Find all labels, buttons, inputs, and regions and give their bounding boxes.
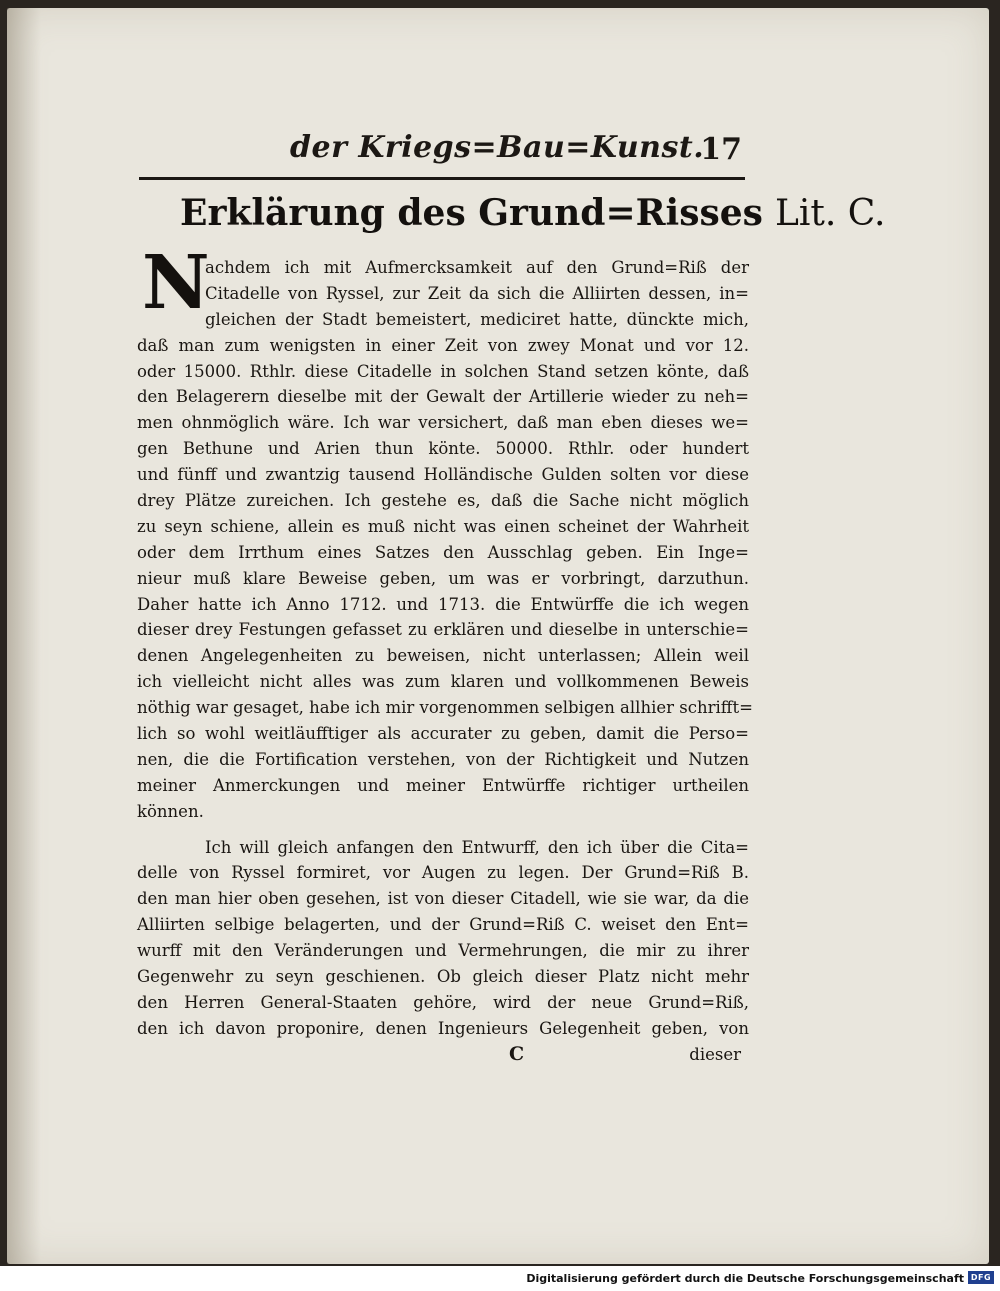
text-line: Citadelle von Ryssel, zur Zeit da sich die Alliirten dessen, in=	[205, 283, 749, 303]
header-rule	[139, 177, 745, 180]
paragraph-gap	[137, 825, 749, 835]
body-text	[137, 255, 753, 1068]
text-line: nöthig war gesaget, habe ich mir vorgenommen selbigen allhier schrifft=	[137, 698, 753, 718]
text-line: ich vielleicht nicht alles was zum klaren und vollkommenen Beweis	[137, 672, 749, 692]
text-line: Ich will gleich anfangen den Entwurff, den ich über die Cita=	[205, 837, 749, 857]
text-line: Alliirten selbige belagerten, und der Grund=Riß C. weiset den Ent=	[137, 915, 749, 935]
text-line: wurff mit den Veränderungen und Vermehrungen, die mir zu ihrer	[137, 941, 749, 961]
text-line: den Belagerern dieselbe mit der Gewalt der Artillerie wieder zu neh=	[137, 387, 749, 407]
text-line: zu seyn schiene, allein es muß nicht was einen scheinet der Wahrheit	[137, 516, 749, 536]
catchword: dieser	[689, 1044, 741, 1064]
text-line: und fünff und zwantzig tausend Holländische Gulden solten vor diese	[137, 465, 749, 485]
heading-text: Erklärung des Grund=Risses	[180, 192, 763, 234]
text-line: nen, die die Fortification verstehen, von der Richtigkeit und Nutzen	[137, 749, 749, 769]
running-head	[140, 130, 760, 174]
text-line: dieser drey Festungen gefasset zu erklären und dieselbe in unterschie=	[137, 620, 749, 640]
signature-line	[137, 1042, 749, 1068]
text-line: drey Plätze zureichen. Ich gestehe es, daß die Sache nicht möglich	[137, 491, 749, 511]
text-line: gen Bethune und Arien thun könte. 50000. Rthlr. oder hundert	[137, 439, 749, 459]
text-line: Daher hatte ich Anno 1712. und 1713. die Entwürffe die ich wegen	[137, 594, 749, 614]
text-line: den man hier oben gesehen, ist von dieser Citadell, wie sie war, da die	[137, 889, 749, 909]
text-line: den ich davon proponire, denen Ingenieurs Gelegenheit geben, von	[137, 1018, 749, 1038]
text-line: daß man zum wenigsten in einer Zeit von zwey Monat und vor 12.	[137, 335, 749, 355]
heading-lit: Lit. C.	[774, 193, 886, 234]
text-line: oder dem Irrthum eines Satzes den Ausschlag geben. Ein Inge=	[137, 542, 749, 562]
text-line: achdem ich mit Aufmercksamkeit auf den Grund=Riß der	[205, 258, 749, 277]
page-gutter-shadow	[7, 8, 41, 1264]
text-line: oder 15000. Rthlr. diese Citadelle in solchen Stand setzen könte, daß	[137, 361, 749, 381]
text-line: denen Angelegenheiten zu beweisen, nicht unterlassen; Allein weil	[137, 646, 749, 666]
dfg-logo[interactable]: DFG	[968, 1271, 994, 1284]
text-line: können.	[137, 801, 204, 821]
page-number: 17	[700, 132, 742, 167]
text-line: den Herren General-Staaten gehöre, wird der neue Grund=Riß,	[137, 992, 749, 1012]
text-line: men ohnmöglich wäre. Ich war versichert, daß man eben dieses we=	[137, 413, 749, 433]
text-line: Gegenwehr zu seyn geschienen. Ob gleich dieser Platz nicht mehr	[137, 967, 749, 987]
decorated-initial: N	[142, 240, 210, 326]
text-line: gleichen der Stadt bemeistert, mediciret hatte, dünckte mich,	[205, 309, 749, 329]
text-line: meiner Anmerckungen und meiner Entwürffe richtiger urtheilen	[137, 775, 749, 795]
viewer-footer	[0, 1266, 1000, 1291]
text-line: lich so wohl weitläufftiger als accurater zu geben, damit die Perso=	[137, 724, 749, 744]
signature-mark: C	[509, 1042, 525, 1065]
running-title: der Kriegs=Bau=Kunst.	[290, 130, 705, 165]
funding-credit: Digitalisierung gefördert durch die Deutsche Forschungsgemeinschaft	[526, 1272, 964, 1285]
text-line: delle von Ryssel formiret, vor Augen zu legen. Der Grund=Riß B.	[137, 863, 749, 883]
section-heading	[180, 192, 885, 234]
text-line: nieur muß klare Beweise geben, um was er vorbringt, darzuthun.	[137, 568, 749, 588]
